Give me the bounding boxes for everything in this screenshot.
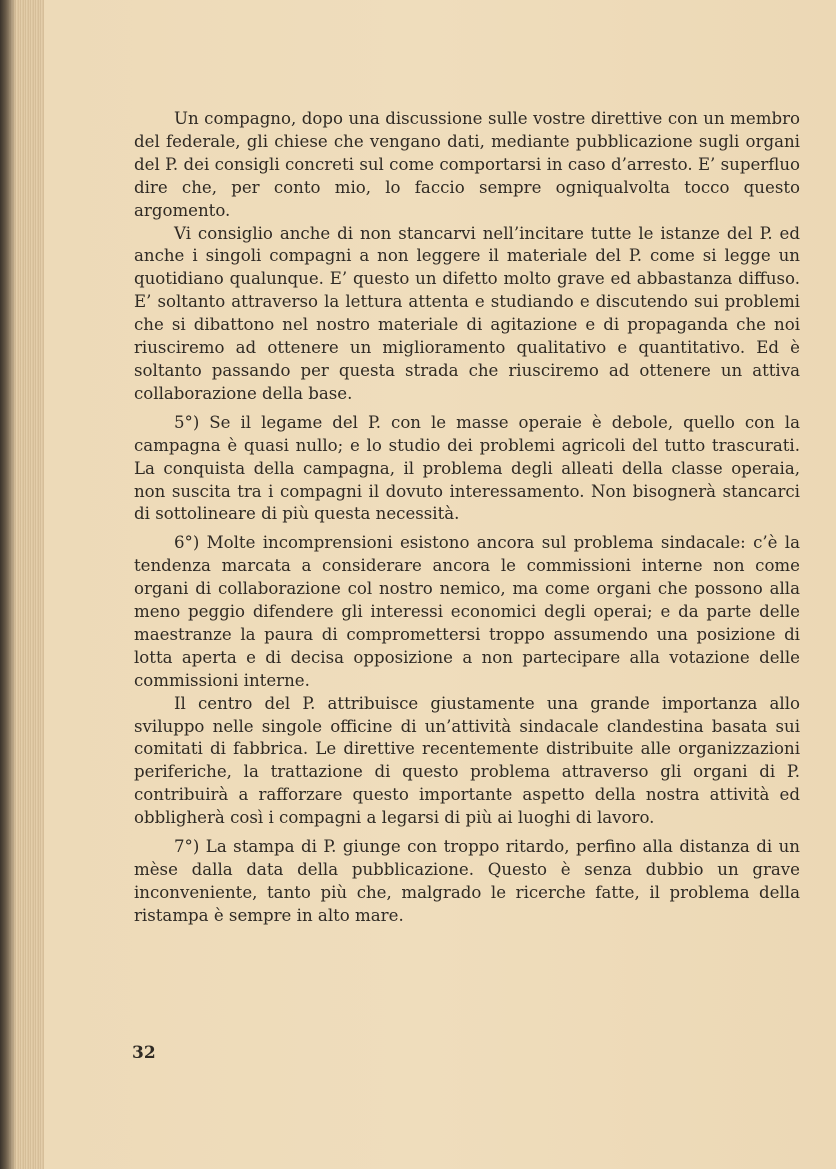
paragraph-point-6: 6°) Molte incomprensioni esistono ancora sul problema sindacale: c’è la tendenza marcata a considerare ancora le commissioni interne non come organi di collaborazione col nostro nemico, ma come organi che possono alla meno peggio difendere gli interessi economici degli operai; e da parte delle maestranze la paura di compromettersi troppo assumendo una posizione di lotta aperta e di decisa opposizione a non partecipare alla votazione delle commissioni interne. xyxy=(134,533,800,690)
paragraph-arrest-advice: Un compagno, dopo una discussione sulle vostre direttive con un membro del federale, gli chiese che vengano dati, mediante pubblicazione sugli organi del P. dei consigli concreti sul come comportarsi in caso d’arresto. E’ superfluo dire che, per conto mio, lo faccio sempre ogniqualvolta tocco questo argomento. xyxy=(134,109,800,220)
paragraph-reading-material: Vi consiglio anche di non stancarvi nell’incitare tutte le istanze del P. ed anche i singoli compagni a non leggere il materiale del P. come si legge un quotidiano qualunque. E’ questo un difetto molto grave ed abbastanza diffuso. E’ soltanto attraverso la lettura attenta e studiando e discutendo sui problemi che si dibattono nel nostro materiale di agitazione e di propaganda che noi riusciremo ad ottenere un miglioramento qualitativo e quantitativo. Ed è soltanto passando per questa strada che riusciremo ad ottenere un attiva collaborazione della base. xyxy=(134,223,800,403)
paragraph-union-activity: Il centro del P. attribuisce giustamente una grande importanza allo sviluppo nelle singole officine di un’attività sindacale clandestina basata sui comitati di fabbrica. Le direttive recentemente distribuite alle organizzazioni periferiche, la trattazione di questo problema attraverso gli organi di P. contribuirà a rafforzare questo importante aspetto della nostra attività ed obbligherà così i compagni a legarsi di più ai luoghi di lavoro. xyxy=(134,693,800,828)
page-number: 32 xyxy=(132,1043,156,1063)
body-text xyxy=(134,108,800,928)
paragraph-point-5: 5°) Se il legame del P. con le masse operaie è debole, quello con la campagna è quasi nullo; e lo studio dei problemi agricoli del tutto trascurati. La conquista della campagna, il problema degli alleati della classe operaia, non suscita tra i compagni il dovuto interessamento. Non bisognerà stancarci di sottolineare di più questa necessità. xyxy=(134,412,800,524)
paragraph-point-7: 7°) La stampa di P. giunge con troppo ritardo, perfino alla distanza di un mèse dalla data della pubblicazione. Questo è senza dubbio un grave inconveniente, tanto più che, malgrado le ricerche fatte, il problema della ristampa è sempre in alto mare. xyxy=(134,837,800,925)
binding-shadow xyxy=(0,0,16,1169)
